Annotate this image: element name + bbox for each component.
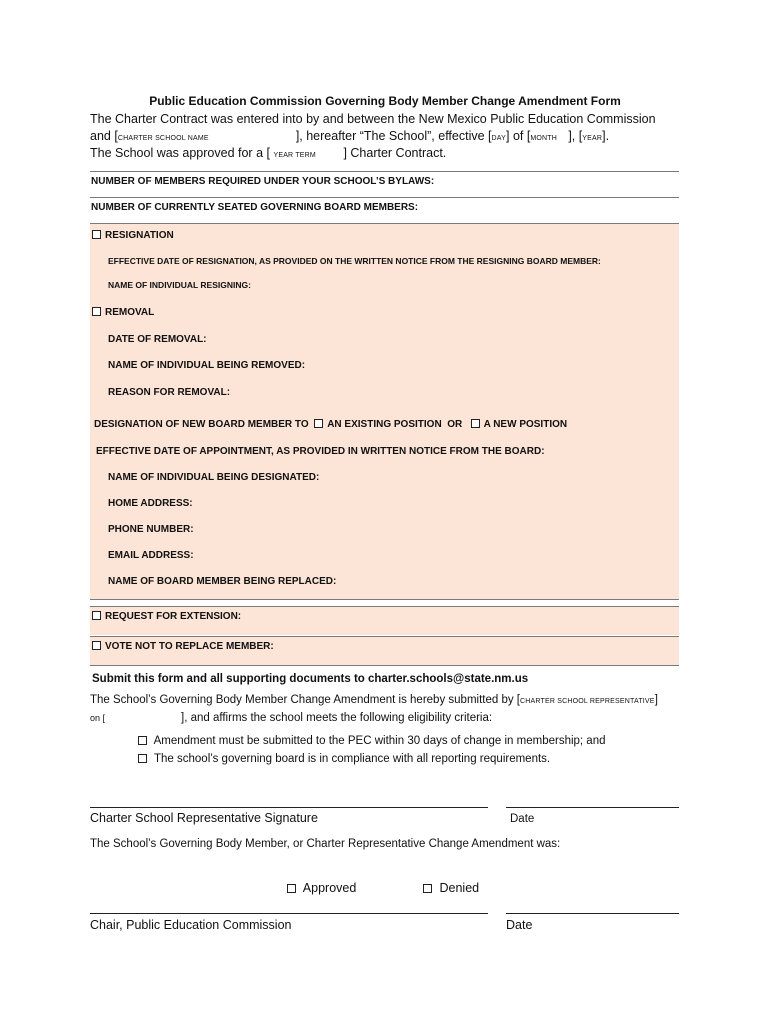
chair-signature-label: Chair, Public Education Commission xyxy=(90,918,292,932)
new-position-label: A NEW POSITION xyxy=(483,419,568,430)
divider xyxy=(90,606,679,607)
resignation-effective-date-field[interactable]: EFFECTIVE DATE OF RESIGNATION, AS PROVIDED ON THE WRITTEN NOTICE FROM THE RESIGNING BOARD MEMBER: xyxy=(108,256,601,266)
designation-label: DESIGNATION OF NEW BOARD MEMBER TO xyxy=(94,419,309,430)
removal-reason-field[interactable]: REASON FOR REMOVAL: xyxy=(108,387,231,398)
replaced-member-field[interactable]: NAME OF BOARD MEMBER BEING REPLACED: xyxy=(108,576,337,587)
day-field[interactable]: DAY xyxy=(491,135,506,142)
new-position-checkbox[interactable] xyxy=(471,419,480,428)
removal-date-field[interactable]: DATE OF REMOVAL: xyxy=(108,334,207,345)
phone-number-field[interactable]: PHONE NUMBER: xyxy=(108,524,194,535)
existing-position-label: AN EXISTING POSITION xyxy=(327,419,442,430)
criteria-text: The school’s governing board is in compliance with all reporting requirements. xyxy=(154,753,551,765)
denied-option[interactable] xyxy=(423,881,479,895)
appointment-effective-date-field[interactable]: EFFECTIVE DATE OF APPOINTMENT, AS PROVIDED IN WRITTEN NOTICE FROM THE BOARD: xyxy=(96,446,545,457)
approved-option[interactable] xyxy=(287,881,356,895)
intro-text: The School was approved for a [ xyxy=(90,146,270,160)
divider xyxy=(90,171,679,172)
submit-text: on [ xyxy=(90,713,106,723)
home-address-field[interactable]: HOME ADDRESS: xyxy=(108,498,193,509)
vote-not-replace-label: VOTE NOT TO REPLACE MEMBER: xyxy=(105,641,274,652)
removal-label: REMOVAL xyxy=(105,307,155,318)
criteria-item xyxy=(138,753,550,765)
divider xyxy=(90,665,679,666)
representative-date-label: Date xyxy=(510,813,535,825)
intro-text: and [ xyxy=(90,129,118,143)
submit-text: ], and affirms the school meets the following eligibility criteria: xyxy=(181,712,493,724)
submit-line-2 xyxy=(90,712,492,724)
existing-position-checkbox[interactable] xyxy=(314,419,323,428)
resignation-label: RESIGNATION xyxy=(105,230,174,241)
request-extension-checkbox[interactable] xyxy=(92,611,101,620)
members-required-field[interactable]: NUMBER OF MEMBERS REQUIRED UNDER YOUR SCHOOL’S BYLAWS: xyxy=(91,176,435,187)
denied-label: Denied xyxy=(439,881,480,895)
resignation-name-field[interactable]: NAME OF INDIVIDUAL RESIGNING: xyxy=(108,280,251,290)
decision-text: The School’s Governing Body Member, or Charter Representative Change Amendment was: xyxy=(90,838,561,850)
intro-line-1: The Charter Contract was entered into by and between the New Mexico Public Education Commission xyxy=(90,112,656,126)
intro-text: ] of [ xyxy=(506,129,531,143)
intro-line-3 xyxy=(90,146,446,160)
representative-date-line[interactable] xyxy=(506,807,679,808)
representative-field[interactable]: CHARTER SCHOOL REPRESENTATIVE xyxy=(520,698,655,705)
criteria-item xyxy=(138,735,606,747)
approved-checkbox[interactable] xyxy=(287,884,296,893)
vote-not-replace-checkbox[interactable] xyxy=(92,641,101,650)
criteria-checkbox[interactable] xyxy=(138,736,147,745)
removal-name-field[interactable]: NAME OF INDIVIDUAL BEING REMOVED: xyxy=(108,360,306,371)
criteria-checkbox[interactable] xyxy=(138,754,147,763)
divider xyxy=(90,197,679,198)
criteria-text: Amendment must be submitted to the PEC within 30 days of change in membership; and xyxy=(153,735,606,747)
chair-date-line[interactable] xyxy=(506,913,679,914)
representative-signature-line[interactable] xyxy=(90,807,488,808)
removal-checkbox[interactable] xyxy=(92,307,101,316)
submit-text: The School’s Governing Body Member Change Amendment is hereby submitted by [ xyxy=(90,694,520,706)
intro-line-2 xyxy=(90,129,609,143)
intro-text: ], hereafter “The School”, effective [ xyxy=(295,129,492,143)
divider xyxy=(90,599,679,600)
submit-line-1 xyxy=(90,694,658,706)
request-extension-option[interactable] xyxy=(92,611,241,622)
vote-not-replace-option[interactable] xyxy=(92,641,274,652)
submit-text: ] xyxy=(654,694,658,706)
intro-text: ]. xyxy=(602,129,610,143)
designated-name-field[interactable]: NAME OF INDIVIDUAL BEING DESIGNATED: xyxy=(108,472,320,483)
chair-signature-line[interactable] xyxy=(90,913,488,914)
designation-row xyxy=(94,419,567,430)
request-extension-label: REQUEST FOR EXTENSION: xyxy=(105,611,242,622)
resignation-checkbox[interactable] xyxy=(92,230,101,239)
form-title: Public Education Commission Governing Body Member Change Amendment Form xyxy=(149,94,621,108)
year-field[interactable]: YEAR xyxy=(582,135,603,142)
resignation-option[interactable] xyxy=(92,230,174,241)
intro-text: ], [ xyxy=(568,129,583,143)
submit-instruction: Submit this form and all supporting documents to charter.schools@state.nm.us xyxy=(92,673,529,685)
year-term-field[interactable]: YEAR TERM xyxy=(273,152,316,159)
intro-text: ] Charter Contract. xyxy=(343,146,447,160)
email-address-field[interactable]: EMAIL ADDRESS: xyxy=(108,550,194,561)
charter-school-name-field[interactable]: CHARTER SCHOOL NAME xyxy=(117,135,209,142)
denied-checkbox[interactable] xyxy=(423,884,432,893)
approved-label: Approved xyxy=(302,881,357,895)
removal-option[interactable] xyxy=(92,307,154,318)
members-seated-field[interactable]: NUMBER OF CURRENTLY SEATED GOVERNING BOARD MEMBERS: xyxy=(91,202,419,213)
or-label: OR xyxy=(447,419,463,430)
chair-date-label: Date xyxy=(506,918,533,932)
representative-signature-label: Charter School Representative Signature xyxy=(90,811,318,825)
month-field[interactable]: MONTH xyxy=(530,135,557,142)
